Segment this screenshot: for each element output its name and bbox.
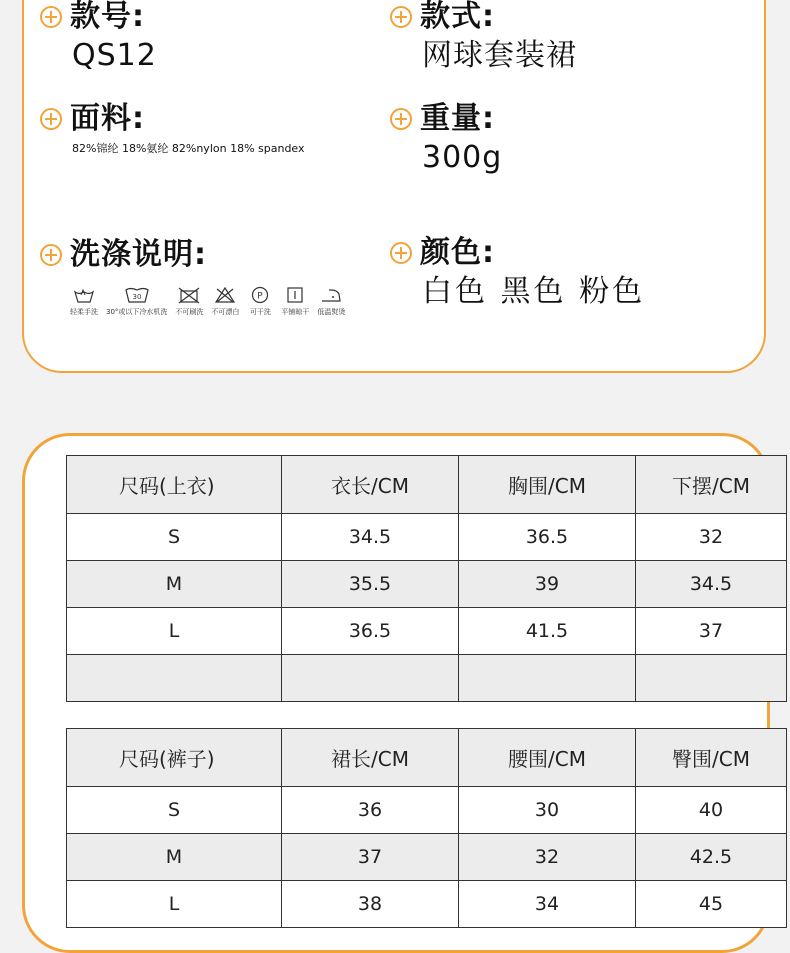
table-cell xyxy=(636,655,787,702)
table-row xyxy=(67,561,787,608)
table-cell: M xyxy=(67,834,282,881)
care-label: 平铺晾干 xyxy=(281,308,310,316)
no-brush-icon xyxy=(176,286,202,304)
field-title: 洗涤说明: xyxy=(70,237,207,272)
table-header-cell: 下摆/CM xyxy=(636,456,787,514)
table-cell: 34 xyxy=(459,881,636,928)
table-cell: 34.5 xyxy=(636,561,787,608)
table-cell xyxy=(459,655,636,702)
table-cell: L xyxy=(67,881,282,928)
table-cell: 32 xyxy=(459,834,636,881)
table-cell: 36.5 xyxy=(459,514,636,561)
table-header-cell: 尺码(上衣) xyxy=(67,456,282,514)
field-value: 300g xyxy=(422,140,503,175)
table-header-row xyxy=(67,729,787,787)
hand-wash-icon xyxy=(71,286,97,304)
care-label: 低温熨烫 xyxy=(317,308,346,316)
table-cell: 45 xyxy=(636,881,787,928)
table-header-cell: 裙长/CM xyxy=(282,729,459,787)
plus-circle-icon xyxy=(40,244,62,266)
table-row xyxy=(67,881,787,928)
care-item xyxy=(211,286,239,317)
plus-circle-icon xyxy=(390,6,412,28)
field-value: 网球套装裙 xyxy=(422,38,577,73)
table-cell: 36 xyxy=(282,787,459,834)
table-cell: L xyxy=(67,608,282,655)
field-fabric xyxy=(40,102,305,156)
svg-text:P: P xyxy=(257,291,264,302)
field-value: 白色 黑色 粉色 xyxy=(422,274,646,309)
flat-dry-icon xyxy=(282,286,308,304)
table-cell: 30 xyxy=(459,787,636,834)
table-cell: 37 xyxy=(636,608,787,655)
plus-circle-icon xyxy=(40,6,62,28)
field-title: 面料: xyxy=(70,101,145,136)
care-item xyxy=(247,286,273,317)
table-cell: 41.5 xyxy=(459,608,636,655)
care-item xyxy=(317,286,345,317)
table-row xyxy=(67,787,787,834)
table-cell: 37 xyxy=(282,834,459,881)
table-row xyxy=(67,655,787,702)
table-cell xyxy=(67,655,282,702)
table-cell: M xyxy=(67,561,282,608)
table-cell: 34.5 xyxy=(282,514,459,561)
table-cell: 36.5 xyxy=(282,608,459,655)
table-cell: 38 xyxy=(282,881,459,928)
table-cell xyxy=(282,655,459,702)
plus-circle-icon xyxy=(40,108,62,130)
care-item xyxy=(70,286,98,317)
table-cell: S xyxy=(67,787,282,834)
table-header-cell: 尺码(裤子) xyxy=(67,729,282,787)
svg-text:30: 30 xyxy=(132,293,142,301)
table-header-cell: 衣长/CM xyxy=(282,456,459,514)
care-label: 不可刷洗 xyxy=(175,308,204,316)
low-iron-icon xyxy=(318,286,344,304)
field-color xyxy=(390,236,645,310)
care-item xyxy=(106,286,167,317)
top-size-table xyxy=(66,455,787,702)
field-title: 颜色: xyxy=(420,235,495,270)
care-item xyxy=(281,286,309,317)
table-row xyxy=(67,834,787,881)
field-title: 款式: xyxy=(420,0,495,34)
plus-circle-icon xyxy=(390,108,412,130)
care-label: 不可漂白 xyxy=(211,308,240,316)
field-title: 款号: xyxy=(70,0,145,34)
table-cell: S xyxy=(67,514,282,561)
field-value: QS12 xyxy=(72,38,157,73)
field-value: 82%锦纶 18%氨纶 82%nylon 18% spandex xyxy=(72,142,305,155)
field-style-no xyxy=(40,0,157,74)
dry-clean-icon xyxy=(247,286,273,304)
table-header-cell: 腰围/CM xyxy=(459,729,636,787)
care-item xyxy=(175,286,203,317)
bottom-size-table xyxy=(66,728,787,928)
care-label: 可干洗 xyxy=(249,308,271,316)
table-header-cell: 胸围/CM xyxy=(459,456,636,514)
care-label: 30°或以下冷水机洗 xyxy=(106,308,168,316)
table-row xyxy=(67,608,787,655)
field-style xyxy=(390,0,577,74)
table-row xyxy=(67,514,787,561)
table-cell: 39 xyxy=(459,561,636,608)
field-care xyxy=(40,238,207,272)
table-cell: 35.5 xyxy=(282,561,459,608)
no-bleach-icon xyxy=(212,286,238,304)
table-cell: 42.5 xyxy=(636,834,787,881)
table-cell: 32 xyxy=(636,514,787,561)
table-header-cell: 臀围/CM xyxy=(636,729,787,787)
plus-circle-icon xyxy=(390,242,412,264)
wash-30-icon xyxy=(124,286,150,304)
table-cell: 40 xyxy=(636,787,787,834)
care-icons xyxy=(70,286,353,317)
table-header-row xyxy=(67,456,787,514)
field-title: 重量: xyxy=(420,101,495,136)
field-weight xyxy=(390,102,502,176)
care-label: 轻柔手洗 xyxy=(70,308,98,316)
